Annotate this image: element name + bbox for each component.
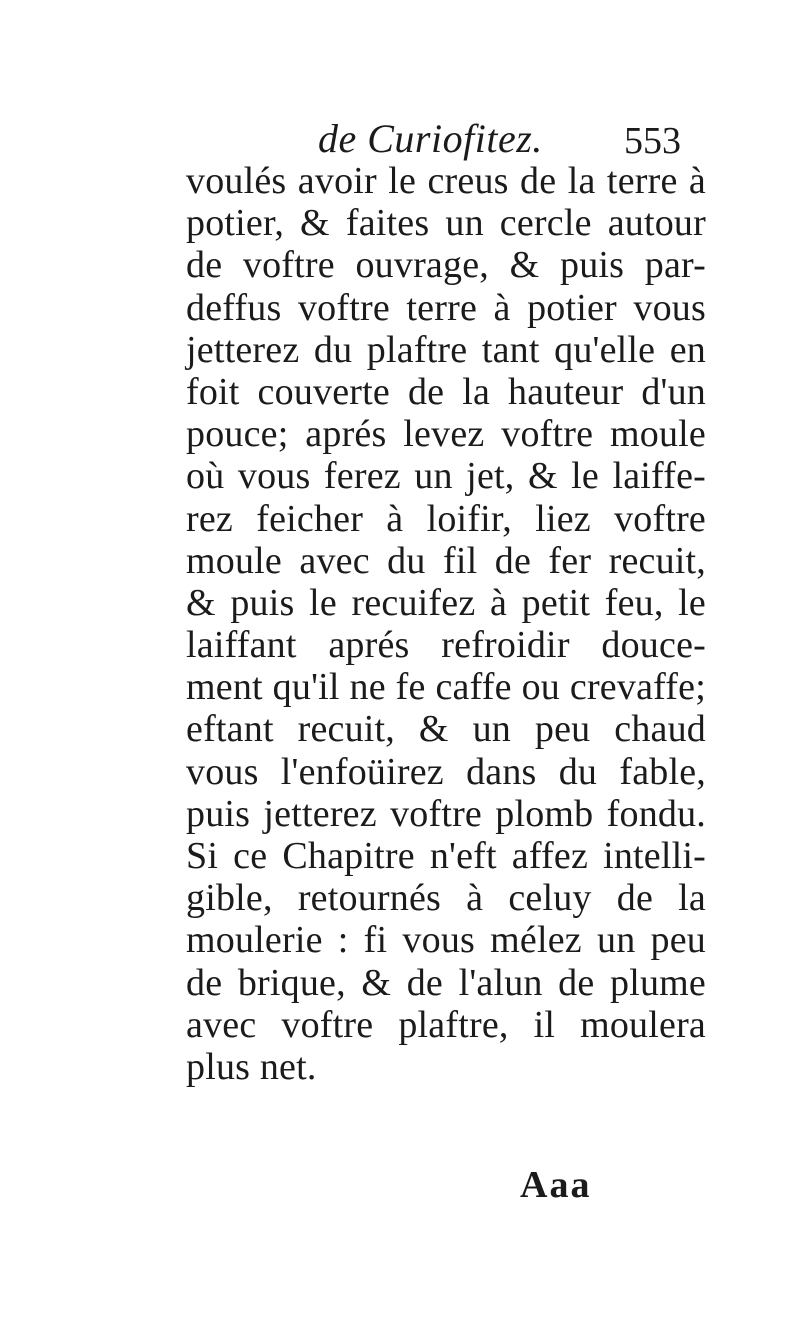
- text-line: deffus voftre terre à potier vous: [186, 286, 706, 329]
- text-line: pouce; aprés levez voftre moule: [186, 413, 706, 456]
- text-line: de brique, & de l'alun de plume: [186, 961, 706, 1004]
- text-line: eftant recuit, & un peu chaud: [186, 708, 706, 751]
- text-line: moulerie : fi vous mélez un peu: [186, 919, 706, 962]
- text-line: laiffant aprés refroidir douce-: [186, 624, 706, 667]
- text-line: voulés avoir le creus de la terre à: [186, 160, 706, 202]
- text-line: gible, retournés à celuy de la: [186, 877, 706, 920]
- text-line: puis jetterez voftre plomb fondu.: [186, 792, 706, 835]
- text-line: jetterez du plaftre tant qu'elle en: [186, 328, 706, 371]
- running-title: de Curiofitez.: [318, 116, 543, 161]
- body-text: [186, 160, 706, 1088]
- text-line: ment qu'il ne fe caffe ou crevaffe;: [186, 666, 706, 709]
- running-head: [318, 112, 708, 166]
- text-line: Si ce Chapitre n'eft affez intelli-: [186, 835, 706, 877]
- page-number: 553: [624, 120, 681, 162]
- text-line: vous l'enfoüirez dans du fable,: [186, 750, 706, 793]
- text-line: rez feicher à loifir, liez voftre: [186, 497, 706, 540]
- text-line: potier, & faites un cercle autour: [186, 202, 706, 245]
- signature-mark: Aaa: [520, 1164, 592, 1206]
- text-line: moule avec du fil de fer recuit,: [186, 539, 706, 582]
- text-line: de voftre ouvrage, & puis par-: [186, 244, 706, 287]
- text-line: plus net.: [186, 1045, 317, 1088]
- text-line: où vous ferez un jet, & le laiffe-: [186, 455, 706, 498]
- text-line: & puis le recuifez à petit feu, le: [186, 581, 706, 624]
- text-line: foit couverte de la hauteur d'un: [186, 370, 706, 413]
- text-line: avec voftre plaftre, il moulera: [186, 1003, 706, 1046]
